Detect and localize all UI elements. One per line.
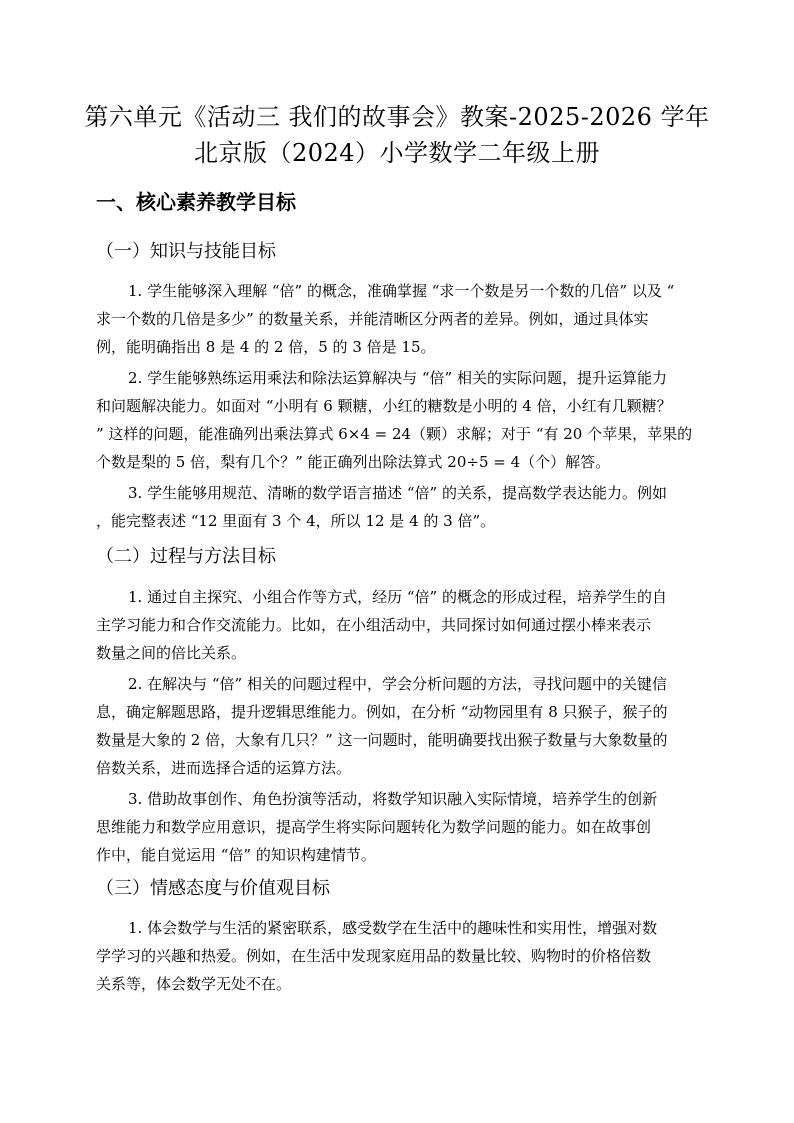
subsection-heading-attitudes-values: （三）情感态度与价值观目标 — [96, 878, 330, 899]
paragraph-line: 3. 借助故事创作、角色扮演等活动，将数学知识融入实际情境，培养学生的创新 — [128, 790, 658, 808]
paragraph-line: 3. 学生能够用规范、清晰的数学语言描述 “倍” 的关系，提高数学表达能力。例如 — [128, 484, 667, 502]
paragraph-line: 作中，能自觉运用 “倍” 的知识构建情节。 — [96, 846, 376, 864]
paragraph-line: 2. 在解决与 “倍” 相关的问题过程中，学会分析问题的方法，寻找问题中的关键信 — [128, 675, 667, 693]
paragraph-line: 1. 通过自主探究、小组合作等方式，经历 “倍” 的概念的形成过程，培养学生的自 — [128, 588, 667, 606]
paragraph-line: 2. 学生能够熟练运用乘法和除法运算解决与 “倍” 相关的实际问题，提升运算能力 — [128, 369, 667, 387]
paragraph-line: 主学习能力和合作交流能力。比如，在小组活动中，共同探讨如何通过摆小棒来表示 — [96, 616, 652, 634]
paragraph-line: ，能完整表述 “12 里面有 3 个 4，所以 12 是 4 的 3 倍”。 — [96, 512, 496, 530]
paragraph-line: 1. 体会数学与生活的紧密联系，感受数学在生活中的趣味性和实用性，增强对数 — [128, 919, 658, 937]
paragraph-line: 例，能明确指出 8 是 4 的 2 倍，5 的 3 倍是 15。 — [96, 338, 436, 356]
subsection-heading-process-methods: （二）过程与方法目标 — [96, 546, 276, 567]
paragraph-line: ” 这样的问题，能准确列出乘法算式 6×4 = 24（颗）求解；对于 “有 20 个苹果，苹果的 — [96, 425, 693, 443]
paragraph-line: 思维能力和数学应用意识，提高学生将实际问题转化为数学问题的能力。如在故事创 — [96, 818, 652, 836]
paragraph-line: 倍数关系，进而选择合适的运算方法。 — [96, 759, 352, 777]
paragraph-line: 求一个数的几倍是多少” 的数量关系，并能清晰区分两者的差异。例如，通过具体实 — [96, 310, 649, 328]
paragraph-line: 和问题解决能力。如面对 “小明有 6 颗糖，小红的糖数是小明的 4 倍，小红有几颗糖？ — [96, 397, 672, 415]
paragraph-line: 个数是梨的 5 倍，梨有几个？” 能正确列出除法算式 20÷5 = 4（个）解答。 — [96, 453, 611, 471]
document-title-line-1: 第六单元《活动三 我们的故事会》教案-2025-2026 学年 — [84, 103, 710, 131]
paragraph-line: 数量之间的倍比关系。 — [96, 644, 247, 662]
paragraph-line: 数量是大象的 2 倍，大象有几只？” 这一问题时，能明确要找出猴子数量与大象数量的 — [96, 731, 668, 749]
paragraph-line: 息，确定解题思路，提升逻辑思维能力。例如，在分析 “动物园里有 8 只猴子，猴子的 — [96, 703, 668, 721]
paragraph-line: 关系等，体会数学无处不在。 — [96, 975, 292, 993]
subsection-heading-knowledge-skills: （一）知识与技能目标 — [96, 241, 276, 262]
paragraph-line: 学学习的兴趣和热爱。例如，在生活中发现家庭用品的数量比较、购物时的价格倍数 — [96, 947, 652, 965]
paragraph-line: 1. 学生能够深入理解 “倍” 的概念，准确掌握 “求一个数是另一个数的几倍” 以及 “ — [128, 282, 675, 300]
section-heading-core-goals: 一、核心素养教学目标 — [96, 190, 296, 214]
document-title-line-2: 北京版（2024）小学数学二年级上册 — [193, 139, 601, 167]
